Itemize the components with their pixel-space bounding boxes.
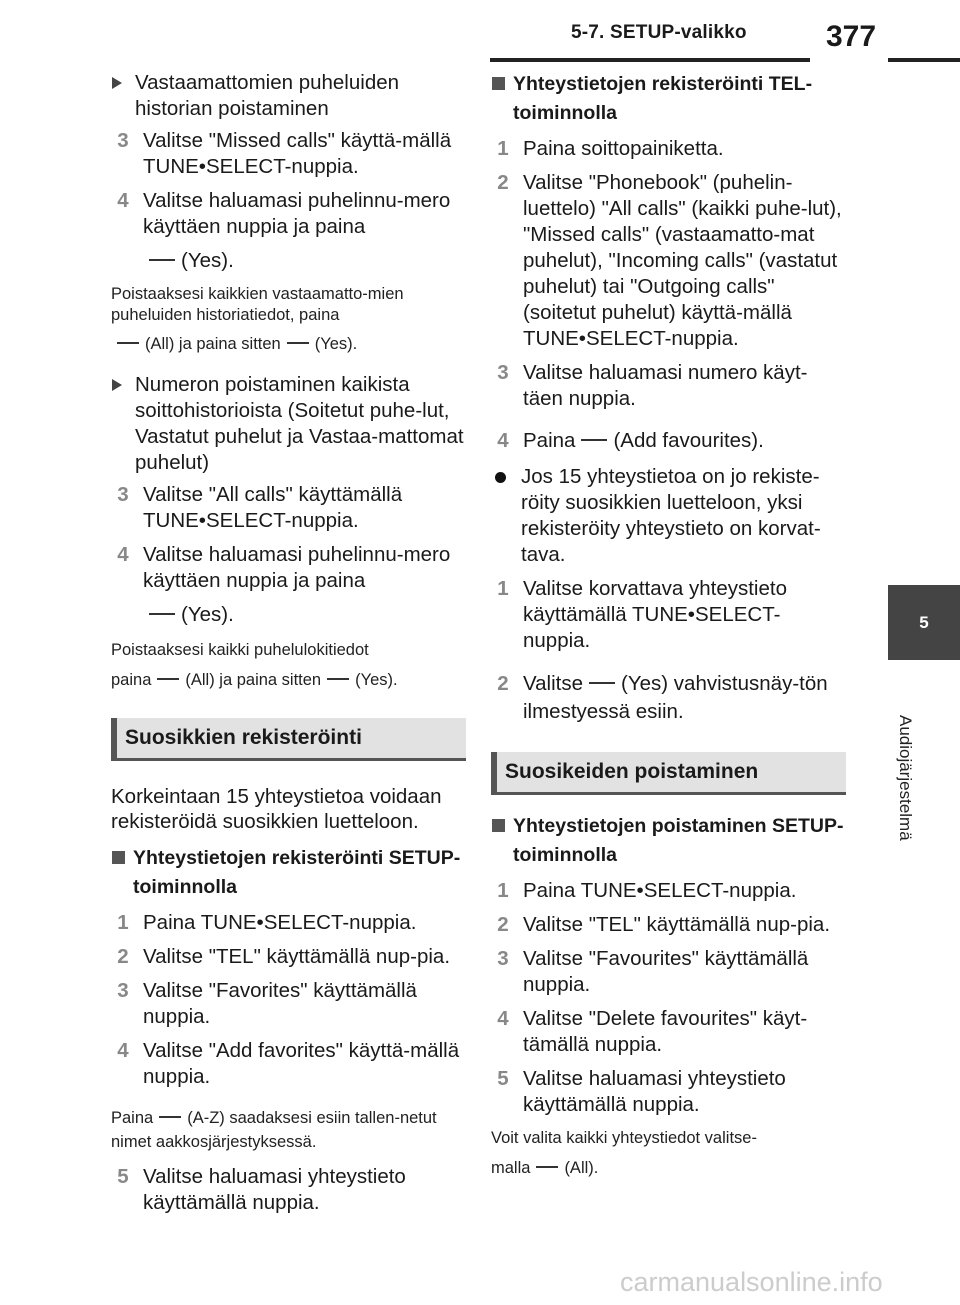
step: 2 Valitse "TEL" käyttämällä nup-pia.	[497, 913, 831, 936]
triangle-bullet-icon	[112, 379, 122, 391]
step: 1 Paina soittopainiketta.	[497, 137, 724, 160]
button-icon	[117, 342, 139, 344]
step: 2 Valitse "TEL" käyttämällä nup-pia.	[117, 945, 451, 968]
chapter-tab	[888, 585, 960, 660]
note: Poistaaksesi kaikkien vastaamatto-mien puheluiden historiatiedot, paina	[111, 285, 404, 324]
square-bullet-icon	[112, 851, 125, 864]
button-instruction: (Yes).	[111, 248, 466, 274]
note: malla (All).	[491, 1159, 599, 1177]
button-icon	[581, 439, 607, 441]
button-icon	[149, 259, 175, 261]
note: paina (All) ja paina sitten (Yes).	[111, 671, 398, 689]
triangle-bullet-icon	[112, 77, 122, 89]
step: 1 Paina TUNE•SELECT-nuppia.	[497, 879, 797, 902]
button-icon	[149, 613, 175, 615]
note: Paina (A-Z) saadaksesi esiin tallen-netut nimet aakkosjärjestyksessä.	[111, 1109, 437, 1151]
step: 3 Valitse "Favorites" käyttämällä nuppia.	[117, 979, 417, 1028]
section-heading: Suosikkien rekisteröinti	[111, 718, 466, 758]
intro-text: Korkeintaan 15 yhteystietoa voidaan rekisteröidä suosikkien luetteloon.	[111, 785, 442, 833]
step: 5 Valitse haluamasi yhteystieto käyttämällä nuppia.	[497, 1067, 786, 1116]
header-rule-right	[888, 58, 960, 62]
note: Voit valita kaikki yhteystiedot valitse-	[491, 1129, 757, 1147]
left-column	[111, 70, 466, 1216]
button-icon	[589, 682, 615, 684]
header-rule	[490, 58, 810, 62]
step: 2 Valitse (Yes) vahvistusnäy-tön ilmestyessä esiin.	[497, 672, 828, 723]
step: 4 Valitse haluamasi puhelinnu-mero käyttäen nuppia ja paina	[117, 189, 451, 238]
step: 4 Paina (Add favourites).	[497, 429, 764, 452]
subheading: Yhteystietojen poistaminen SETUP-toiminnolla	[491, 812, 846, 870]
step: 4 Valitse "Add favorites" käyttä-mällä nuppia.	[117, 1039, 460, 1088]
step: 1 Valitse korvattava yhteystieto käyttämällä TUNE•SELECT-nuppia.	[497, 577, 787, 652]
subheading: Numeron poistaminen kaikista soittohistorioista (Soitetut puhe-lut, Vastatut puhelut ja Vastaa-mattomat puhelut)	[111, 372, 466, 476]
square-bullet-icon	[492, 77, 505, 90]
bullet-note: Jos 15 yhteystietoa on jo rekiste-röity suosikkien luetteloon, yksi rekisteröity yhteystieto on korvat-tava.	[491, 464, 846, 568]
subheading: Yhteystietojen rekisteröinti TEL-toiminnolla	[491, 70, 846, 128]
step: 3 Valitse "Missed calls" käyttä-mällä TUNE•SELECT-nuppia.	[117, 129, 452, 178]
button-icon	[536, 1166, 558, 1168]
subheading: Vastaamattomien puheluiden historian poistaminen	[111, 70, 466, 122]
button-icon	[287, 342, 309, 344]
section-heading: Suosikeiden poistaminen	[491, 752, 846, 792]
section-title: 5-7. SETUP-valikko	[571, 22, 747, 43]
page-number: 377	[826, 20, 877, 53]
step: 3 Valitse haluamasi numero käyt-täen nuppia.	[497, 361, 808, 410]
step: 4 Valitse haluamasi puhelinnu-mero käyttäen nuppia ja paina	[117, 543, 451, 592]
button-instruction: (Yes).	[111, 602, 466, 628]
right-column	[491, 70, 846, 1180]
step: 3 Valitse "Favourites" käyttämällä nuppia.	[497, 947, 809, 996]
step: 1 Paina TUNE•SELECT-nuppia.	[117, 911, 417, 934]
button-icon	[157, 678, 179, 680]
button-icon	[327, 678, 349, 680]
square-bullet-icon	[492, 819, 505, 832]
chapter-label: Audiojärjestelmä	[896, 715, 915, 841]
chapter-number: 5	[919, 612, 929, 632]
step: 5 Valitse haluamasi yhteystieto käyttämällä nuppia.	[117, 1165, 406, 1214]
note: Poistaaksesi kaikki puhelulokitiedot	[111, 641, 369, 659]
step: 4 Valitse "Delete favourites" käyt-tämällä nuppia.	[497, 1007, 808, 1056]
step: 3 Valitse "All calls" käyttämällä TUNE•SELECT-nuppia.	[117, 483, 403, 532]
bullet-dot-icon	[495, 472, 506, 483]
note: (All) ja paina sitten (Yes).	[111, 332, 466, 356]
step: 2 Valitse "Phonebook" (puhelin-luettelo) "All calls" (kaikki puhe-lut), "Missed calls" (vastaamatto-mat puhelut), "Incoming calls" (vastatut puhelut) tai "Outgoing calls" (soitetut puhelut) käyttä-mällä TUNE•SELECT-nuppia.	[497, 171, 842, 350]
subheading: Yhteystietojen rekisteröinti SETUP-toiminnolla	[111, 844, 466, 902]
button-icon	[159, 1116, 181, 1118]
watermark: carmanualsonline.info	[620, 1267, 883, 1297]
